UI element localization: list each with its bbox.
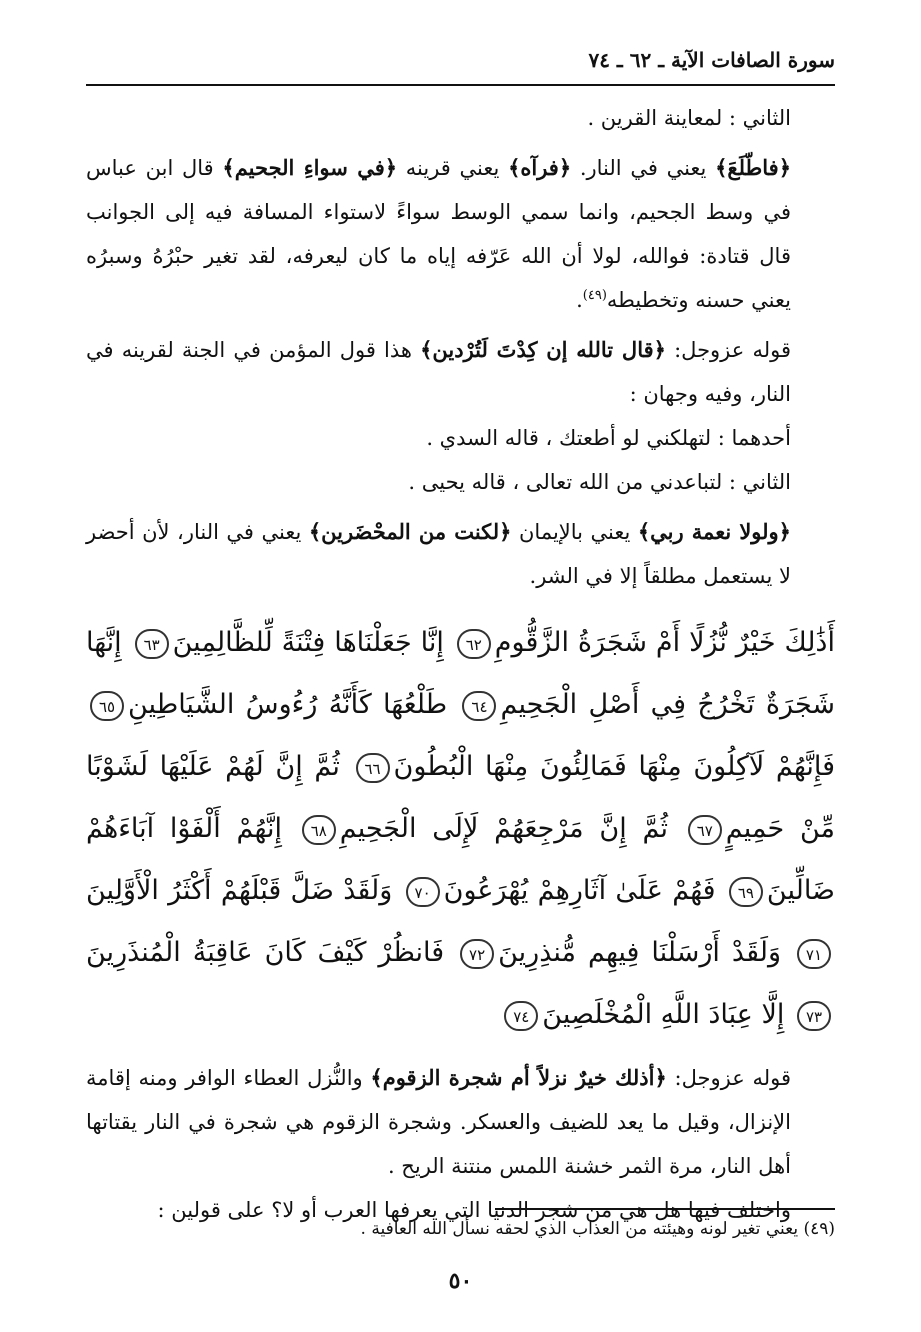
paragraph-second-meaning: الثاني : لمعاينة القرين . [587,106,791,130]
text-run: قوله عزوجل: [666,1066,791,1090]
verse-number-marker: ٦٢ [457,629,491,659]
quran-quote: ﴿في سواءِ الجحيم﴾ [222,155,398,180]
main-text [86,96,835,1232]
verse-text: فَانظُرْ كَيْفَ كَانَ عَاقِبَةُ الْمُنذَرِينَ [86,937,445,968]
verse-text: وَلَقَدْ ضَلَّ قَبْلَهُمْ أَكْثَرُ الْأَوَّلِينَ [86,875,393,906]
verse [298,813,668,844]
verse [456,937,781,968]
verse-number-marker: ٧٢ [460,939,494,969]
footnote-divider [495,1208,835,1210]
quran-quote: ﴿لكنت من المحْضَرين﴾ [308,519,512,544]
running-header [86,42,835,86]
verse-text: إِنَّهُمْ أَلْفَوْا آبَاءَهُمْ ضَالِّينَ [86,813,835,906]
verse-number-marker: ٧١ [797,939,831,969]
paragraph-fattalaa [86,146,835,322]
verse-text: ثُمَّ إِنَّ مَرْجِعَهُمْ لَإِلَى الْجَحِيمِ [339,813,668,844]
verse [131,627,444,658]
quran-verses-block [86,612,835,1046]
text-run: . [576,288,583,312]
verse-text: طَلْعُهَا كَأَنَّهُ رُءُوسُ الشَّيَاطِينِ [128,689,448,720]
verse [500,999,784,1030]
paragraph-first-opinion: أحدهما : لتهلكني لو أطعتك ، قاله السدي . [426,426,791,450]
verse-text: ثُمَّ إِنَّ لَهُمْ عَلَيْهَا لَشَوْبًا مِّنْ حَمِيمٍ [86,751,835,844]
paragraph-zaqqum [86,1056,835,1188]
text-run: يعني في النار، لأن أحضر لا يستعمل مطلقاً إلا في الشر. [86,520,791,588]
quran-quote: ﴿ولولا نعمة ربي﴾ [637,519,791,544]
header-title: سورة الصافات الآية ـ ٦٢ ـ ٧٤ [588,48,835,72]
quran-quote: ﴿فرآه﴾ [508,155,572,180]
verse-number-marker: ٦٦ [356,753,390,783]
verse-text: وَلَقَدْ أَرْسَلْنَا فِيهِم مُّنذِرِينَ [498,937,781,968]
footnote-reference: (٤٩) [582,288,607,303]
verse-number-marker: ٦٧ [688,815,722,845]
paragraph-walawla [86,510,835,598]
paragraph-second-opinion: الثاني : لتباعدني من الله تعالى ، قاله يحيى . [408,470,791,494]
text-run: يعني بالإيمان [511,520,638,544]
verse [453,627,835,658]
verse-text: إِنَّا جَعَلْنَاهَا فِتْنَةً لِّلظَّالِمِينَ [172,627,444,658]
text-run: يعني قرينه [397,156,509,180]
quran-quote: ﴿فاطّلَعَ﴾ [715,155,791,180]
paragraph-ikhtilaf: واختلف فيها هل هي من شجر الدنيا التي يعرفها العرب أو لا؟ على قولين : [157,1198,791,1222]
verse-number-marker: ٦٩ [729,877,763,907]
paragraph-qala-tallah [86,328,835,416]
verse-text: أَذَٰلِكَ خَيْرٌ نُّزُلًا أَمْ شَجَرَةُ الزَّقُّومِ [494,627,835,658]
verse-text: فَهُمْ عَلَىٰ آثَارِهِمْ يُهْرَعُونَ [443,875,716,906]
verse-number-marker: ٦٥ [90,691,124,721]
text-run: قال ابن عباس في وسط الجحيم، وانما سمي الوسط سواءً لاستواء المسافة فيه إلى الجوانب قال قتادة: فوالله، لولا أن الله عَرّفه إياه ما كان ليعرفه، لقد تغير حبْرُهُ وسبرُه يعني حسنه وتخطيطه [86,156,791,312]
verse [402,875,716,906]
text-run: يعني في النار. [571,156,716,180]
verse-text: إِنَّهَا شَجَرَةٌ تَخْرُجُ فِي أَصْلِ الْجَحِيمِ [86,627,835,720]
footnote: (٤٩) يعني تغير لونه وهيئته من العذاب الذي لحقه نسأل الله العافية . [360,1219,835,1239]
quran-quote: ﴿أذلك خيرٌ نزلاً أم شجرة الزقوم﴾ [370,1065,667,1090]
text-run: قوله عزوجل: [665,338,791,362]
text-run: هذا قول المؤمن في الجنة لقرينه في النار، وفيه وجهان : [86,338,791,406]
verse-text: فَإِنَّهُمْ لَآكِلُونَ مِنْهَا فَمَالِئُونَ مِنْهَا الْبُطُونَ [393,751,835,782]
verse [352,751,835,782]
page-number: ٥٠ [448,1268,473,1294]
verse-number-marker: ٧٣ [797,1001,831,1031]
text-run: والنُّزل العطاء الوافر ومنه إقامة الإنزال، وقيل ما يعد للضيف والعسكر. وشجرة الزقوم هي شجرة في النار يقتاتها أهل النار، مرة الثمر خشنة اللمس منتنة الريح . [86,1066,791,1178]
verse-number-marker: ٦٤ [462,691,496,721]
verse-number-marker: ٧٤ [504,1001,538,1031]
verse-text: إِلَّا عِبَادَ اللَّهِ الْمُخْلَصِينَ [542,999,785,1030]
verse-number-marker: ٦٣ [135,629,169,659]
verse [86,689,447,720]
quran-quote: ﴿قال تالله إن كِدْتَ لَتُرْدين﴾ [420,337,666,362]
verse-number-marker: ٧٠ [406,877,440,907]
verse-number-marker: ٦٨ [302,815,336,845]
